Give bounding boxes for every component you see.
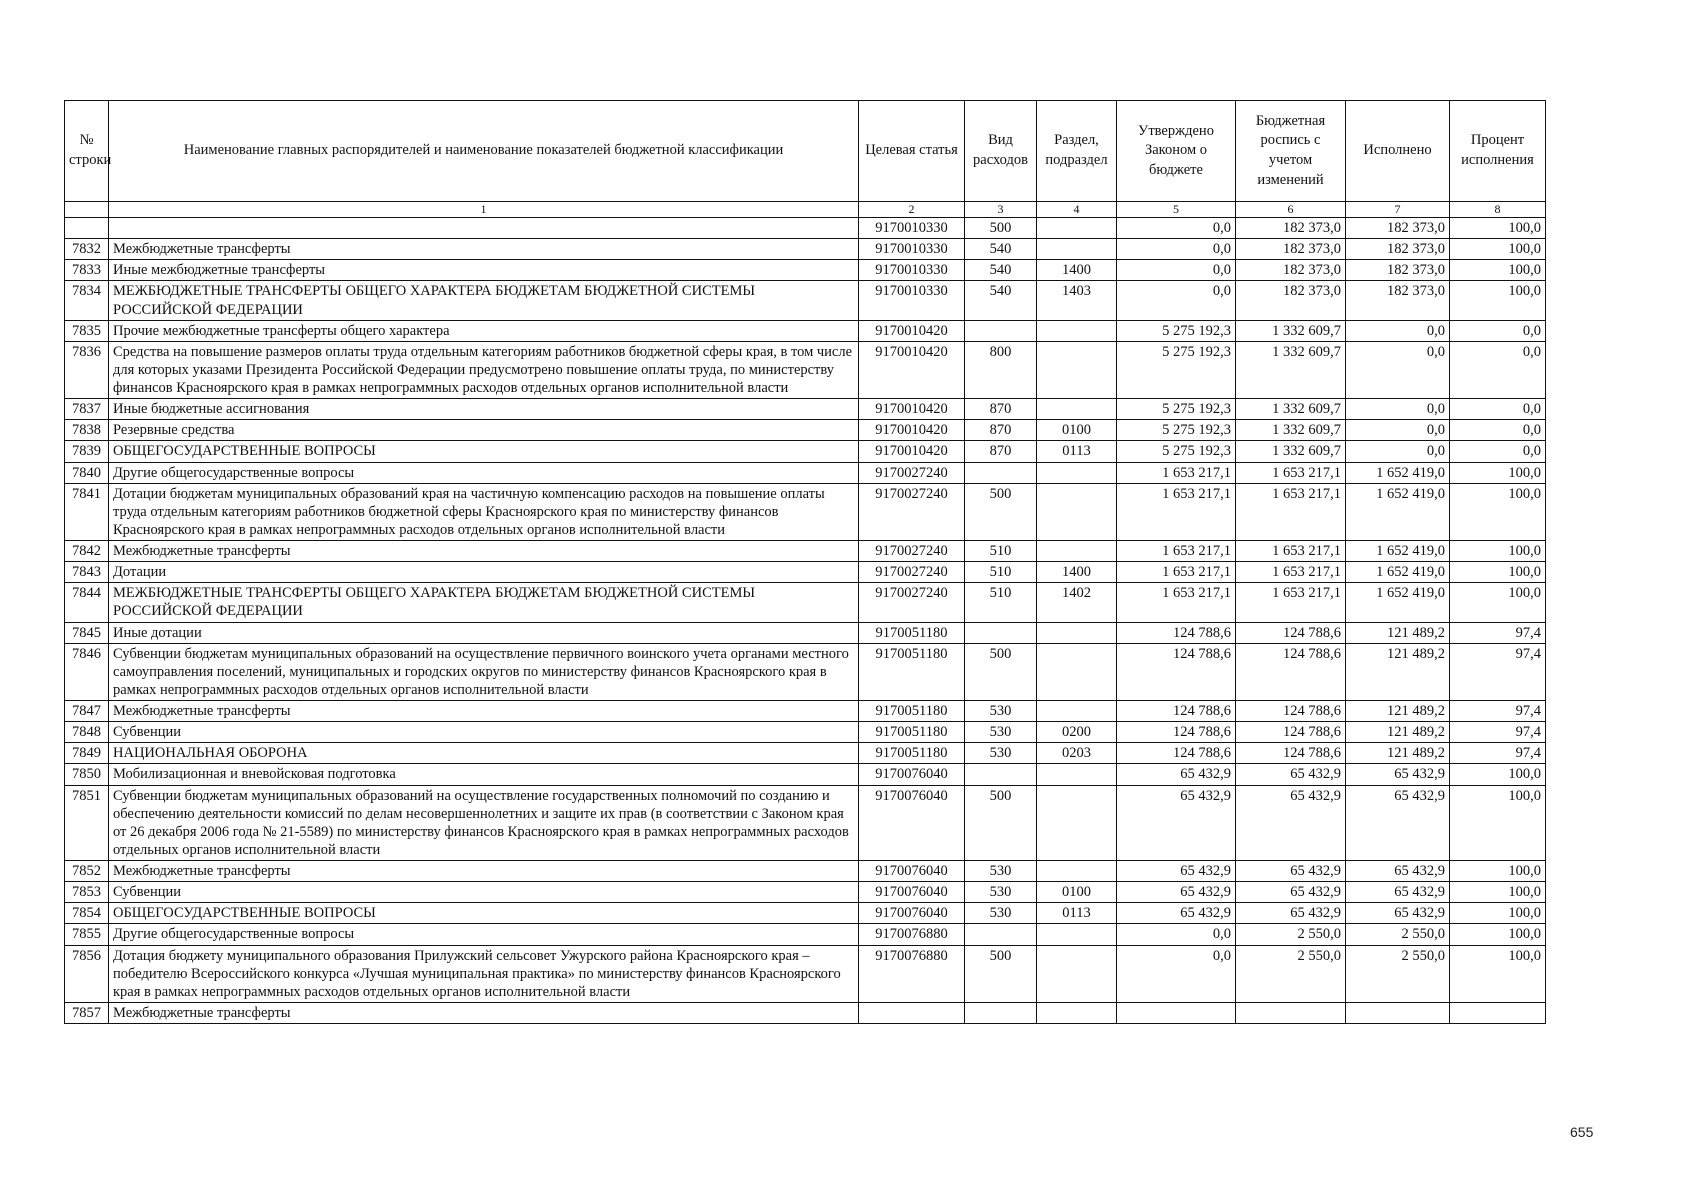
percent-cell: 100,0 (1450, 562, 1546, 583)
target-article-cell: 9170051180 (859, 643, 965, 700)
header-budget-schedule: Бюджетная роспись с учетом изменений (1236, 101, 1346, 202)
expense-type-cell: 500 (965, 945, 1037, 1002)
target-article-cell: 9170010420 (859, 399, 965, 420)
name-cell: МЕЖБЮДЖЕТНЫЕ ТРАНСФЕРТЫ ОБЩЕГО ХАРАКТЕРА БЮДЖЕТАМ БЮДЖЕТНОЙ СИСТЕМЫ РОССИЙСКОЙ ФЕДЕРАЦИИ (109, 281, 859, 320)
approved-cell: 124 788,6 (1117, 622, 1236, 643)
table-row (65, 541, 1660, 562)
section-cell (1037, 462, 1117, 483)
budget-schedule-cell: 124 788,6 (1236, 701, 1346, 722)
header-row-number: № строки (65, 101, 109, 202)
section-cell: 0113 (1037, 903, 1117, 924)
executed-cell: 121 489,2 (1346, 701, 1450, 722)
approved-cell: 1 653 217,1 (1117, 483, 1236, 540)
approved-cell: 5 275 192,3 (1117, 320, 1236, 341)
row-number-cell: 7853 (65, 882, 109, 903)
executed-cell: 0,0 (1346, 441, 1450, 462)
row-number-cell: 7832 (65, 239, 109, 260)
executed-cell: 182 373,0 (1346, 281, 1450, 320)
expense-type-cell (965, 1002, 1037, 1023)
section-cell (1037, 239, 1117, 260)
percent-cell: 0,0 (1450, 399, 1546, 420)
name-cell: Межбюджетные трансферты (109, 701, 859, 722)
column-number-0 (65, 202, 109, 218)
expense-type-cell: 500 (965, 785, 1037, 861)
header-percent: Процент исполнения (1450, 101, 1546, 202)
table-header (65, 101, 1660, 218)
section-cell: 1400 (1037, 260, 1117, 281)
name-cell: Другие общегосударственные вопросы (109, 462, 859, 483)
approved-cell: 1 653 217,1 (1117, 462, 1236, 483)
budget-schedule-cell: 1 332 609,7 (1236, 399, 1346, 420)
executed-cell: 121 489,2 (1346, 743, 1450, 764)
row-number-cell: 7839 (65, 441, 109, 462)
percent-cell: 100,0 (1450, 945, 1546, 1002)
target-article-cell: 9170076880 (859, 924, 965, 945)
executed-cell: 121 489,2 (1346, 622, 1450, 643)
header-section: Раздел, подраздел (1037, 101, 1117, 202)
expense-type-cell: 510 (965, 562, 1037, 583)
approved-cell: 5 275 192,3 (1117, 399, 1236, 420)
row-number-cell: 7833 (65, 260, 109, 281)
budget-schedule-cell: 1 653 217,1 (1236, 583, 1346, 622)
row-number-cell: 7840 (65, 462, 109, 483)
column-number-8: 8 (1450, 202, 1546, 218)
section-cell (1037, 483, 1117, 540)
row-number-cell: 7854 (65, 903, 109, 924)
budget-schedule-cell: 182 373,0 (1236, 281, 1346, 320)
table-row (65, 483, 1660, 540)
section-cell (1037, 622, 1117, 643)
target-article-cell: 9170027240 (859, 541, 965, 562)
budget-schedule-cell: 1 332 609,7 (1236, 441, 1346, 462)
name-cell: Межбюджетные трансферты (109, 1002, 859, 1023)
expense-type-cell: 530 (965, 882, 1037, 903)
header-executed: Исполнено (1346, 101, 1450, 202)
table-row (65, 341, 1660, 398)
budget-schedule-cell: 2 550,0 (1236, 924, 1346, 945)
executed-cell: 182 373,0 (1346, 260, 1450, 281)
header-name: Наименование главных распорядителей и наименование показателей бюджетной классификации (109, 101, 859, 202)
target-article-cell: 9170027240 (859, 583, 965, 622)
expense-type-cell: 870 (965, 441, 1037, 462)
row-number-cell: 7852 (65, 861, 109, 882)
expense-type-cell (965, 622, 1037, 643)
target-article-cell: 9170051180 (859, 622, 965, 643)
table-row (65, 743, 1660, 764)
percent-cell: 97,4 (1450, 722, 1546, 743)
column-number-7: 7 (1346, 202, 1450, 218)
approved-cell: 0,0 (1117, 218, 1236, 239)
percent-cell: 100,0 (1450, 764, 1546, 785)
row-number-cell: 7838 (65, 420, 109, 441)
row-number-cell: 7834 (65, 281, 109, 320)
approved-cell: 124 788,6 (1117, 701, 1236, 722)
budget-schedule-cell: 124 788,6 (1236, 622, 1346, 643)
column-number-2: 2 (859, 202, 965, 218)
name-cell: ОБЩЕГОСУДАРСТВЕННЫЕ ВОПРОСЫ (109, 441, 859, 462)
approved-cell: 5 275 192,3 (1117, 420, 1236, 441)
budget-schedule-cell: 124 788,6 (1236, 643, 1346, 700)
expense-type-cell: 530 (965, 701, 1037, 722)
approved-cell: 65 432,9 (1117, 764, 1236, 785)
expense-type-cell: 800 (965, 341, 1037, 398)
section-cell: 0113 (1037, 441, 1117, 462)
column-number-6: 6 (1236, 202, 1346, 218)
percent-cell: 100,0 (1450, 239, 1546, 260)
row-number-cell: 7846 (65, 643, 109, 700)
budget-schedule-cell: 182 373,0 (1236, 239, 1346, 260)
table-row (65, 722, 1660, 743)
approved-cell: 5 275 192,3 (1117, 341, 1236, 398)
name-cell: Дотация бюджету муниципального образования Прилужский сельсовет Ужурского района Красноярского края – победителю Всероссийского конкурса «Лучшая муниципальная практика» по министерству финансов Красноярского края в рамках непрограммных расходов отдельных органов исполнительной власти (109, 945, 859, 1002)
target-article-cell: 9170051180 (859, 701, 965, 722)
table-row (65, 785, 1660, 861)
executed-cell: 1 652 419,0 (1346, 541, 1450, 562)
target-article-cell: 9170076040 (859, 764, 965, 785)
target-article-cell: 9170010420 (859, 420, 965, 441)
executed-cell: 65 432,9 (1346, 861, 1450, 882)
expense-type-cell: 870 (965, 399, 1037, 420)
budget-schedule-cell: 182 373,0 (1236, 260, 1346, 281)
table-row (65, 320, 1660, 341)
budget-schedule-cell: 65 432,9 (1236, 882, 1346, 903)
name-cell: Мобилизационная и вневойсковая подготовка (109, 764, 859, 785)
section-cell (1037, 945, 1117, 1002)
row-number-cell: 7856 (65, 945, 109, 1002)
executed-cell: 65 432,9 (1346, 785, 1450, 861)
executed-cell: 1 652 419,0 (1346, 583, 1450, 622)
budget-schedule-cell: 1 332 609,7 (1236, 420, 1346, 441)
row-number-cell: 7848 (65, 722, 109, 743)
percent-cell: 100,0 (1450, 903, 1546, 924)
table-row (65, 239, 1660, 260)
percent-cell: 97,4 (1450, 622, 1546, 643)
section-cell (1037, 861, 1117, 882)
table-row (65, 281, 1660, 320)
row-number-cell: 7837 (65, 399, 109, 420)
executed-cell: 121 489,2 (1346, 722, 1450, 743)
row-number-cell: 7851 (65, 785, 109, 861)
section-cell (1037, 924, 1117, 945)
percent-cell: 100,0 (1450, 541, 1546, 562)
table-row (65, 882, 1660, 903)
row-number-cell: 7857 (65, 1002, 109, 1023)
percent-cell: 100,0 (1450, 882, 1546, 903)
expense-type-cell: 500 (965, 218, 1037, 239)
expense-type-cell: 510 (965, 583, 1037, 622)
expense-type-cell (965, 764, 1037, 785)
percent-cell: 100,0 (1450, 218, 1546, 239)
name-cell: Межбюджетные трансферты (109, 541, 859, 562)
target-article-cell: 9170027240 (859, 562, 965, 583)
budget-schedule-cell: 1 653 217,1 (1236, 541, 1346, 562)
table-row (65, 643, 1660, 700)
row-number-cell: 7850 (65, 764, 109, 785)
target-article-cell: 9170051180 (859, 722, 965, 743)
expense-type-cell: 540 (965, 239, 1037, 260)
name-cell: Субвенции бюджетам муниципальных образований на осуществление первичного воинского учета органами местного самоуправления поселений, муниципальных и городских округов по министерству финансов Красноярского края в рамках непрограммных расходов отдельных органов исполнительной власти (109, 643, 859, 700)
percent-cell: 100,0 (1450, 281, 1546, 320)
expense-type-cell (965, 924, 1037, 945)
name-cell: ОБЩЕГОСУДАРСТВЕННЫЕ ВОПРОСЫ (109, 903, 859, 924)
executed-cell: 121 489,2 (1346, 643, 1450, 700)
executed-cell: 0,0 (1346, 399, 1450, 420)
expense-type-cell: 870 (965, 420, 1037, 441)
table-row (65, 420, 1660, 441)
budget-schedule-cell: 65 432,9 (1236, 764, 1346, 785)
name-cell: Дотации (109, 562, 859, 583)
budget-table-sheet (64, 100, 1659, 1024)
budget-schedule-cell: 1 332 609,7 (1236, 341, 1346, 398)
target-article-cell: 9170027240 (859, 462, 965, 483)
approved-cell: 124 788,6 (1117, 743, 1236, 764)
executed-cell: 2 550,0 (1346, 945, 1450, 1002)
row-number-cell: 7844 (65, 583, 109, 622)
target-article-cell: 9170076040 (859, 882, 965, 903)
target-article-cell: 9170076040 (859, 785, 965, 861)
name-cell: Межбюджетные трансферты (109, 239, 859, 260)
table-row (65, 583, 1660, 622)
name-cell: Средства на повышение размеров оплаты труда отдельным категориям работников бюджетной сферы края, в том числе для которых указами Президента Российской Федерации предусмотрено повышение оплаты труда, по министерству финансов Красноярского края в рамках непрограммных расходов отдельных органов исполнительной власти (109, 341, 859, 398)
target-article-cell: 9170027240 (859, 483, 965, 540)
budget-schedule-cell: 1 332 609,7 (1236, 320, 1346, 341)
percent-cell: 100,0 (1450, 260, 1546, 281)
column-number-4: 4 (1037, 202, 1117, 218)
section-cell (1037, 320, 1117, 341)
name-cell: Прочие межбюджетные трансферты общего характера (109, 320, 859, 341)
percent-cell: 0,0 (1450, 341, 1546, 398)
expense-type-cell: 500 (965, 483, 1037, 540)
name-cell: Другие общегосударственные вопросы (109, 924, 859, 945)
approved-cell: 124 788,6 (1117, 643, 1236, 700)
percent-cell: 100,0 (1450, 861, 1546, 882)
executed-cell: 1 652 419,0 (1346, 462, 1450, 483)
executed-cell (1346, 1002, 1450, 1023)
target-article-cell: 9170076040 (859, 861, 965, 882)
percent-cell: 100,0 (1450, 583, 1546, 622)
target-article-cell: 9170010420 (859, 441, 965, 462)
table-body (65, 218, 1660, 1024)
budget-schedule-cell (1236, 1002, 1346, 1023)
approved-cell: 65 432,9 (1117, 903, 1236, 924)
target-article-cell: 9170010420 (859, 320, 965, 341)
executed-cell: 65 432,9 (1346, 764, 1450, 785)
executed-cell: 65 432,9 (1346, 903, 1450, 924)
approved-cell: 0,0 (1117, 260, 1236, 281)
name-cell: МЕЖБЮДЖЕТНЫЕ ТРАНСФЕРТЫ ОБЩЕГО ХАРАКТЕРА БЮДЖЕТАМ БЮДЖЕТНОЙ СИСТЕМЫ РОССИЙСКОЙ ФЕДЕРАЦИИ (109, 583, 859, 622)
name-cell (109, 218, 859, 239)
table-row (65, 441, 1660, 462)
row-number-cell: 7847 (65, 701, 109, 722)
executed-cell: 65 432,9 (1346, 882, 1450, 903)
expense-type-cell: 540 (965, 260, 1037, 281)
approved-cell: 65 432,9 (1117, 882, 1236, 903)
budget-execution-table (64, 100, 1660, 1024)
section-cell (1037, 399, 1117, 420)
name-cell: НАЦИОНАЛЬНАЯ ОБОРОНА (109, 743, 859, 764)
section-cell (1037, 541, 1117, 562)
header-approved: Утверждено Законом о бюджете (1117, 101, 1236, 202)
executed-cell: 0,0 (1346, 320, 1450, 341)
target-article-cell: 9170010330 (859, 281, 965, 320)
expense-type-cell: 530 (965, 722, 1037, 743)
name-cell: Иные межбюджетные трансферты (109, 260, 859, 281)
target-article-cell: 9170010330 (859, 239, 965, 260)
row-number-cell: 7841 (65, 483, 109, 540)
section-cell: 1400 (1037, 562, 1117, 583)
row-number-cell: 7845 (65, 622, 109, 643)
target-article-cell: 9170010420 (859, 341, 965, 398)
section-cell (1037, 341, 1117, 398)
name-cell: Иные дотации (109, 622, 859, 643)
expense-type-cell: 500 (965, 643, 1037, 700)
row-number-cell: 7835 (65, 320, 109, 341)
executed-cell: 2 550,0 (1346, 924, 1450, 945)
name-cell: Субвенции (109, 722, 859, 743)
executed-cell: 0,0 (1346, 341, 1450, 398)
expense-type-cell: 530 (965, 743, 1037, 764)
expense-type-cell (965, 320, 1037, 341)
table-row (65, 903, 1660, 924)
section-cell (1037, 643, 1117, 700)
table-row (65, 622, 1660, 643)
percent-cell: 100,0 (1450, 785, 1546, 861)
section-cell (1037, 1002, 1117, 1023)
column-number-3: 3 (965, 202, 1037, 218)
approved-cell: 5 275 192,3 (1117, 441, 1236, 462)
budget-schedule-cell: 124 788,6 (1236, 743, 1346, 764)
budget-schedule-cell: 124 788,6 (1236, 722, 1346, 743)
section-cell (1037, 764, 1117, 785)
section-cell: 1402 (1037, 583, 1117, 622)
name-cell: Межбюджетные трансферты (109, 861, 859, 882)
target-article-cell: 9170076040 (859, 903, 965, 924)
executed-cell: 0,0 (1346, 420, 1450, 441)
budget-schedule-cell: 65 432,9 (1236, 785, 1346, 861)
percent-cell: 100,0 (1450, 462, 1546, 483)
table-row (65, 462, 1660, 483)
table-row (65, 701, 1660, 722)
percent-cell: 100,0 (1450, 483, 1546, 540)
executed-cell: 1 652 419,0 (1346, 562, 1450, 583)
section-cell (1037, 218, 1117, 239)
expense-type-cell: 540 (965, 281, 1037, 320)
approved-cell: 1 653 217,1 (1117, 583, 1236, 622)
expense-type-cell: 530 (965, 903, 1037, 924)
approved-cell: 0,0 (1117, 239, 1236, 260)
name-cell: Субвенции (109, 882, 859, 903)
target-article-cell: 9170010330 (859, 260, 965, 281)
target-article-cell (859, 1002, 965, 1023)
table-row (65, 260, 1660, 281)
table-row (65, 562, 1660, 583)
percent-cell: 97,4 (1450, 743, 1546, 764)
percent-cell: 0,0 (1450, 441, 1546, 462)
column-number-1: 1 (109, 202, 859, 218)
approved-cell: 124 788,6 (1117, 722, 1236, 743)
percent-cell (1450, 1002, 1546, 1023)
section-cell: 0200 (1037, 722, 1117, 743)
expense-type-cell: 510 (965, 541, 1037, 562)
section-cell: 0100 (1037, 420, 1117, 441)
approved-cell: 65 432,9 (1117, 785, 1236, 861)
target-article-cell: 9170010330 (859, 218, 965, 239)
table-row (65, 924, 1660, 945)
table-row (65, 399, 1660, 420)
approved-cell: 0,0 (1117, 924, 1236, 945)
approved-cell (1117, 1002, 1236, 1023)
table-row (65, 945, 1660, 1002)
row-number-cell (65, 218, 109, 239)
budget-schedule-cell: 1 653 217,1 (1236, 562, 1346, 583)
budget-schedule-cell: 1 653 217,1 (1236, 483, 1346, 540)
budget-schedule-cell: 1 653 217,1 (1236, 462, 1346, 483)
section-cell: 0100 (1037, 882, 1117, 903)
expense-type-cell (965, 462, 1037, 483)
section-cell: 0203 (1037, 743, 1117, 764)
table-row (65, 861, 1660, 882)
target-article-cell: 9170076880 (859, 945, 965, 1002)
page-number: 655 (1570, 1124, 1594, 1140)
executed-cell: 182 373,0 (1346, 239, 1450, 260)
approved-cell: 0,0 (1117, 281, 1236, 320)
row-number-cell: 7842 (65, 541, 109, 562)
section-cell (1037, 785, 1117, 861)
approved-cell: 65 432,9 (1117, 861, 1236, 882)
executed-cell: 1 652 419,0 (1346, 483, 1450, 540)
name-cell: Субвенции бюджетам муниципальных образований на осуществление государственных полномочий по созданию и обеспечению деятельности комиссий по делам несовершеннолетних и защите их прав (в соответствии с Законом края от 26 декабря 2006 года № 21-5589) по министерству финансов Красноярского края в рамках непрограммных расходов отдельных органов исполнительной власти (109, 785, 859, 861)
budget-schedule-cell: 182 373,0 (1236, 218, 1346, 239)
percent-cell: 97,4 (1450, 643, 1546, 700)
table-row (65, 764, 1660, 785)
budget-schedule-cell: 65 432,9 (1236, 861, 1346, 882)
name-cell: Резервные средства (109, 420, 859, 441)
approved-cell: 0,0 (1117, 945, 1236, 1002)
percent-cell: 100,0 (1450, 924, 1546, 945)
approved-cell: 1 653 217,1 (1117, 541, 1236, 562)
executed-cell: 182 373,0 (1346, 218, 1450, 239)
approved-cell: 1 653 217,1 (1117, 562, 1236, 583)
percent-cell: 97,4 (1450, 701, 1546, 722)
percent-cell: 0,0 (1450, 420, 1546, 441)
name-cell: Дотации бюджетам муниципальных образований края на частичную компенсацию расходов на повышение оплаты труда отдельным категориям работников бюджетной сферы Красноярского края по министерству финансов Красноярского края в рамках непрограммных расходов отдельных органов исполнительной власти (109, 483, 859, 540)
header-expense-type: Вид расходов (965, 101, 1037, 202)
target-article-cell: 9170051180 (859, 743, 965, 764)
expense-type-cell: 530 (965, 861, 1037, 882)
name-cell: Иные бюджетные ассигнования (109, 399, 859, 420)
budget-schedule-cell: 2 550,0 (1236, 945, 1346, 1002)
row-number-cell: 7843 (65, 562, 109, 583)
budget-schedule-cell: 65 432,9 (1236, 903, 1346, 924)
section-cell (1037, 701, 1117, 722)
row-number-cell: 7836 (65, 341, 109, 398)
table-row (65, 1002, 1660, 1023)
percent-cell: 0,0 (1450, 320, 1546, 341)
header-target-article: Целевая статья (859, 101, 965, 202)
row-number-cell: 7855 (65, 924, 109, 945)
table-row (65, 218, 1660, 239)
column-number-5: 5 (1117, 202, 1236, 218)
section-cell: 1403 (1037, 281, 1117, 320)
row-number-cell: 7849 (65, 743, 109, 764)
